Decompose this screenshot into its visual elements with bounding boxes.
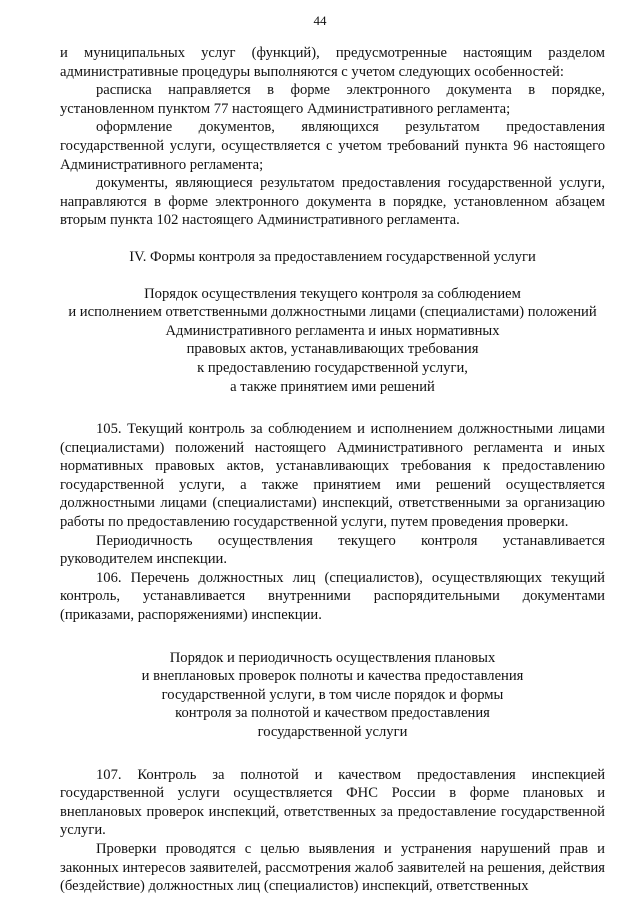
subsection-heading-current-control	[60, 285, 605, 397]
subheading-line: и внеплановых проверок полноты и качества предоставления	[141, 668, 524, 685]
paragraph-106: 106. Перечень должностных лиц (специалистов), осуществляющих текущий контроль, устанавливается внутренними распорядительными документами (приказами, распоряжениями) инспекции.	[60, 569, 605, 624]
subheading-line: а также принятием ими решений	[230, 378, 435, 395]
section-heading: IV. Формы контроля за предоставлением государственной услуги	[129, 248, 536, 265]
paragraph: и муниципальных услуг (функций), предусмотренные настоящим разделом административные процедуры выполняются с учетом следующих особенностей:	[60, 45, 605, 80]
subheading-line: Порядок и периодичность осуществления плановых	[169, 649, 496, 666]
paragraph: Периодичность осуществления текущего контроля устанавливается руководителем инспекции.	[60, 532, 605, 568]
subheading-line: и исполнением ответственными должностными лицами (специалистами) положений	[68, 304, 597, 321]
paragraph: Проверки проводятся с целью выявления и устранения нарушений прав и законных интересов заявителей, рассмотрения жалоб заявителей на решения, действия (бездействие) должностных лиц (специалистов) инспекций, ответственных	[60, 840, 605, 895]
subheading-line: Административного регламента и иных нормативных	[165, 322, 500, 339]
subheading-line: государственной услуги	[257, 724, 408, 740]
paragraph-105: 105. Текущий контроль за соблюдением и исполнением должностными лицами (специалистами) положений настоящего Административного регламента и иных нормативных правовых актов, устанавливающих требования к предоставлению государственной услуги, а также принятием ими решений осуществляется должностными лицами (специалистами) инспекций, ответственными за организацию работы по предоставлению государственной услуги, путем проведения проверки.	[60, 421, 605, 531]
subheading-line: Порядок осуществления текущего контроля за соблюдением	[144, 285, 521, 302]
subheading-line: государственной услуги, в том числе порядок и формы	[161, 686, 504, 703]
paragraph: расписка направляется в форме электронного документа в порядке, установленном пунктом 77 настоящего Административного регламента;	[60, 82, 605, 117]
paragraph: документы, являющиеся результатом предоставления государственной услуги, направляются в форме электронного документа в порядке, установленном абзацем вторым пункта 102 настоящего Административного регламента.	[60, 175, 605, 229]
subsection-heading-inspections	[60, 649, 605, 742]
subheading-line: к предоставлению государственной услуги,	[197, 359, 468, 376]
subheading-line: контроля за полнотой и качеством предоставления	[175, 705, 490, 722]
paragraph: оформление документов, являющихся результатом предоставления государственной услуги, осуществляется с учетом требований пункта 96 настоящего Административного регламента;	[60, 119, 605, 173]
subheading-line: правовых актов, устанавливающих требования	[186, 341, 479, 358]
page-content	[60, 44, 605, 896]
paragraph-107: 107. Контроль за полнотой и качеством предоставления инспекцией государственной услуги осуществляется ФНС России в форме плановых и внеплановых проверок инспекций, ответственных за предоставление государственной услуги.	[60, 766, 605, 839]
page-number: 44	[313, 13, 327, 28]
